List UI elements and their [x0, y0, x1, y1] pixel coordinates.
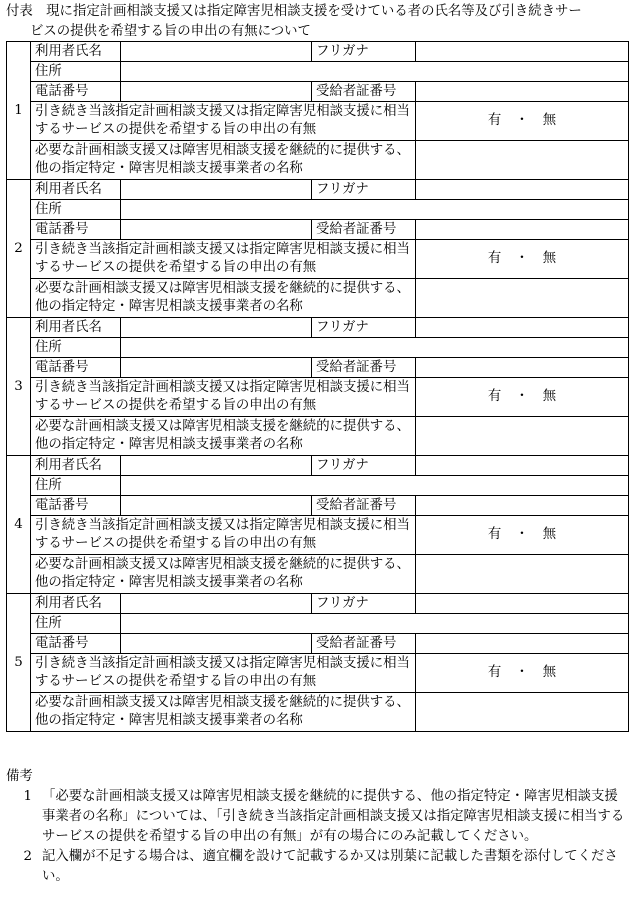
- phone-field[interactable]: [121, 634, 312, 654]
- furigana-label: フリガナ: [312, 318, 416, 338]
- recipient-number-label: 受給者証番号: [312, 82, 416, 102]
- name-row: [7, 594, 629, 614]
- continue-row: [7, 516, 629, 555]
- furigana-label: フリガナ: [312, 456, 416, 476]
- title-line-1: 付表 現に指定計画相談支援又は指定障害児相談支援を受けている者の氏名等及び引き続きサー: [6, 4, 582, 19]
- phone-row: [7, 634, 629, 654]
- furigana-label: フリガナ: [312, 180, 416, 200]
- other-provider-field[interactable]: [416, 279, 629, 318]
- address-row: [7, 614, 629, 634]
- yes-no-field[interactable]: [416, 378, 629, 417]
- recipient-number-field[interactable]: [416, 358, 629, 378]
- no-option[interactable]: 無: [542, 251, 557, 266]
- entry-number: 3: [7, 318, 31, 456]
- note-text: 「必要な計画相談支援又は障害児相談支援を継続的に提供する、他の指定特定・障害児相談支援事業者の名称」については、「引き続き当該指定計画相談支援又は指定障害児相談支援に相当するサービスの提供を希望する旨の申出の有無」が有の場合にのみ記載してください。: [42, 789, 625, 844]
- separator-dot: ・: [515, 527, 529, 542]
- yes-no-field[interactable]: [416, 654, 629, 693]
- other-provider-row: [7, 555, 629, 594]
- yes-option[interactable]: 有: [487, 527, 502, 542]
- name-field[interactable]: [121, 180, 312, 200]
- continue-question-label: 引き続き当該指定計画相談支援又は指定障害児相談支援に相当するサービスの提供を希望する旨の申出の有無: [31, 516, 416, 555]
- other-provider-row: [7, 279, 629, 318]
- name-row: [7, 318, 629, 338]
- furigana-field[interactable]: [416, 456, 629, 476]
- phone-label: 電話番号: [31, 496, 121, 516]
- recipient-number-field[interactable]: [416, 82, 629, 102]
- yes-option[interactable]: 有: [487, 665, 502, 680]
- separator-dot: ・: [515, 251, 529, 266]
- furigana-label: フリガナ: [312, 42, 416, 62]
- phone-row: [7, 82, 629, 102]
- name-label: 利用者氏名: [31, 318, 121, 338]
- phone-field[interactable]: [121, 220, 312, 240]
- notes-section: [6, 767, 628, 887]
- phone-row: [7, 358, 629, 378]
- phone-label: 電話番号: [31, 358, 121, 378]
- other-provider-row: [7, 141, 629, 180]
- address-field[interactable]: [121, 476, 629, 496]
- phone-row: [7, 220, 629, 240]
- recipient-number-label: 受給者証番号: [312, 220, 416, 240]
- address-field[interactable]: [121, 614, 629, 634]
- continue-row: [7, 378, 629, 417]
- continue-question-label: 引き続き当該指定計画相談支援又は指定障害児相談支援に相当するサービスの提供を希望する旨の申出の有無: [31, 378, 416, 417]
- name-row: [7, 456, 629, 476]
- address-label: 住所: [31, 614, 121, 634]
- other-provider-label: 必要な計画相談支援又は障害児相談支援を継続的に提供する、他の指定特定・障害児相談支援事業者の名称: [31, 693, 416, 732]
- yes-option[interactable]: 有: [487, 389, 502, 404]
- user-table: [6, 41, 629, 732]
- separator-dot: ・: [515, 389, 529, 404]
- note-item: [6, 847, 628, 887]
- recipient-number-label: 受給者証番号: [312, 496, 416, 516]
- address-row: [7, 476, 629, 496]
- continue-row: [7, 654, 629, 693]
- phone-field[interactable]: [121, 496, 312, 516]
- phone-field[interactable]: [121, 358, 312, 378]
- address-label: 住所: [31, 338, 121, 358]
- name-field[interactable]: [121, 42, 312, 62]
- no-option[interactable]: 無: [542, 389, 557, 404]
- other-provider-field[interactable]: [416, 555, 629, 594]
- form-title: [6, 2, 628, 42]
- phone-label: 電話番号: [31, 220, 121, 240]
- phone-field[interactable]: [121, 82, 312, 102]
- recipient-number-field[interactable]: [416, 634, 629, 654]
- address-row: [7, 338, 629, 358]
- entry-number: 4: [7, 456, 31, 594]
- other-provider-row: [7, 693, 629, 732]
- other-provider-label: 必要な計画相談支援又は障害児相談支援を継続的に提供する、他の指定特定・障害児相談支援事業者の名称: [31, 417, 416, 456]
- no-option[interactable]: 無: [542, 527, 557, 542]
- note-item: [6, 787, 628, 847]
- recipient-number-label: 受給者証番号: [312, 634, 416, 654]
- phone-label: 電話番号: [31, 634, 121, 654]
- name-label: 利用者氏名: [31, 594, 121, 614]
- furigana-field[interactable]: [416, 594, 629, 614]
- furigana-field[interactable]: [416, 42, 629, 62]
- note-number: 2: [23, 849, 32, 864]
- address-field[interactable]: [121, 62, 629, 82]
- title-line-2: ビスの提供を希望する旨の申出の有無について: [30, 24, 311, 39]
- entry-number: 1: [7, 42, 31, 180]
- notes-heading: 備考: [6, 769, 33, 784]
- name-row: [7, 180, 629, 200]
- recipient-number-label: 受給者証番号: [312, 358, 416, 378]
- other-provider-label: 必要な計画相談支援又は障害児相談支援を継続的に提供する、他の指定特定・障害児相談支援事業者の名称: [31, 279, 416, 318]
- recipient-number-field[interactable]: [416, 496, 629, 516]
- other-provider-field[interactable]: [416, 417, 629, 456]
- continue-question-label: 引き続き当該指定計画相談支援又は指定障害児相談支援に相当するサービスの提供を希望する旨の申出の有無: [31, 654, 416, 693]
- yes-no-field[interactable]: [416, 102, 629, 141]
- note-text: 記入欄が不足する場合は、適宜欄を設けて記載するか又は別葉に記載した書類を添付してください。: [42, 849, 618, 884]
- address-label: 住所: [31, 62, 121, 82]
- no-option[interactable]: 無: [542, 665, 557, 680]
- phone-row: [7, 496, 629, 516]
- other-provider-field[interactable]: [416, 141, 629, 180]
- address-label: 住所: [31, 200, 121, 220]
- address-row: [7, 200, 629, 220]
- note-number: 1: [23, 789, 32, 804]
- name-field[interactable]: [121, 318, 312, 338]
- furigana-field[interactable]: [416, 180, 629, 200]
- yes-option[interactable]: 有: [487, 251, 502, 266]
- name-row: [7, 42, 629, 62]
- other-provider-row: [7, 417, 629, 456]
- entry-number: 2: [7, 180, 31, 318]
- separator-dot: ・: [515, 113, 529, 128]
- continue-row: [7, 240, 629, 279]
- continue-row: [7, 102, 629, 141]
- yes-no-field[interactable]: [416, 240, 629, 279]
- continue-question-label: 引き続き当該指定計画相談支援又は指定障害児相談支援に相当するサービスの提供を希望する旨の申出の有無: [31, 102, 416, 141]
- name-field[interactable]: [121, 594, 312, 614]
- other-provider-label: 必要な計画相談支援又は障害児相談支援を継続的に提供する、他の指定特定・障害児相談支援事業者の名称: [31, 555, 416, 594]
- entry-number: 5: [7, 594, 31, 732]
- continue-question-label: 引き続き当該指定計画相談支援又は指定障害児相談支援に相当するサービスの提供を希望する旨の申出の有無: [31, 240, 416, 279]
- phone-label: 電話番号: [31, 82, 121, 102]
- furigana-label: フリガナ: [312, 594, 416, 614]
- other-provider-field[interactable]: [416, 693, 629, 732]
- yes-option[interactable]: 有: [487, 113, 502, 128]
- no-option[interactable]: 無: [542, 113, 557, 128]
- name-label: 利用者氏名: [31, 180, 121, 200]
- name-label: 利用者氏名: [31, 42, 121, 62]
- name-label: 利用者氏名: [31, 456, 121, 476]
- other-provider-label: 必要な計画相談支援又は障害児相談支援を継続的に提供する、他の指定特定・障害児相談支援事業者の名称: [31, 141, 416, 180]
- recipient-number-field[interactable]: [416, 220, 629, 240]
- address-field[interactable]: [121, 338, 629, 358]
- name-field[interactable]: [121, 456, 312, 476]
- address-row: [7, 62, 629, 82]
- address-field[interactable]: [121, 200, 629, 220]
- separator-dot: ・: [515, 665, 529, 680]
- furigana-field[interactable]: [416, 318, 629, 338]
- address-label: 住所: [31, 476, 121, 496]
- yes-no-field[interactable]: [416, 516, 629, 555]
